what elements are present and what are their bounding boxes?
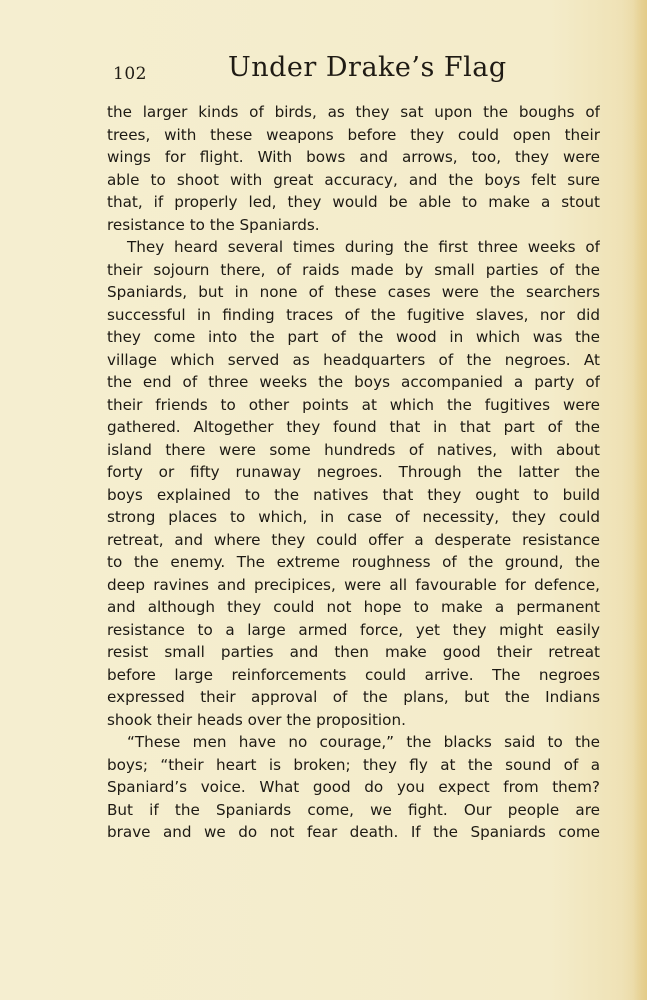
text-line: They heard several times during the first three weeks of	[127, 238, 600, 256]
text-line: Spaniard’s voice. What good do you expect from them?	[107, 778, 600, 796]
text-line: the larger kinds of birds, as they sat upon the boughs of	[107, 103, 600, 121]
text-line: to the enemy. The extreme roughness of the ground, the	[107, 553, 600, 571]
body-text	[107, 101, 600, 844]
page-number: 102	[113, 64, 147, 84]
text-line: But if the Spaniards come, we fight. Our people are	[107, 800, 600, 819]
running-title: Under Drake’s Flag	[228, 52, 507, 83]
text-line: retreat, and where they could offer a desperate resistance	[107, 530, 600, 549]
text-line: “These men have no courage,” the blacks said to the	[127, 733, 600, 751]
text-line: boys explained to the natives that they ought to build	[107, 485, 600, 504]
text-line: able to shoot with great accuracy, and the boys felt sure	[107, 170, 600, 189]
text-line: boys; “their heart is broken; they fly at the sound of a	[107, 755, 600, 774]
text-line: resistance to the Spaniards.	[107, 215, 320, 234]
page-header	[107, 52, 600, 92]
text-line: forty or fifty runaway negroes. Through the latter the	[107, 463, 600, 481]
text-line: resist small parties and then make good their retreat	[107, 643, 600, 661]
text-line: and although they could not hope to make a permanent	[107, 598, 600, 616]
text-line: wings for flight. With bows and arrows, too, they were	[107, 148, 600, 166]
text-line: resistance to a large armed force, yet they might easily	[107, 620, 600, 639]
text-line: successful in finding traces of the fugitive slaves, nor did	[107, 305, 600, 324]
text-line: they come into the part of the wood in which was the	[107, 328, 600, 346]
text-line: gathered. Altogether they found that in that part of the	[107, 418, 600, 436]
text-line: the end of three weeks the boys accompanied a party of	[107, 373, 600, 391]
text-line: strong places to which, in case of necessity, they could	[107, 508, 600, 526]
page-edge-shadow	[633, 0, 647, 1000]
text-line: that, if properly led, they would be able to make a stout	[107, 193, 600, 211]
text-line: Spaniards, but in none of these cases were the searchers	[107, 283, 600, 301]
text-line: brave and we do not fear death. If the Spaniards come	[107, 823, 600, 841]
text-line: deep ravines and precipices, were all favourable for defence,	[107, 575, 600, 594]
text-line: before large reinforcements could arrive. The negroes	[107, 665, 600, 684]
text-line: expressed their approval of the plans, but the Indians	[107, 688, 600, 706]
text-line: village which served as headquarters of the negroes. At	[107, 350, 600, 369]
text-line: shook their heads over the proposition.	[107, 710, 406, 729]
text-line: trees, with these weapons before they could open their	[107, 125, 600, 144]
text-line: island there were some hundreds of natives, with about	[107, 440, 600, 459]
text-line: their sojourn there, of raids made by small parties of the	[107, 260, 600, 279]
text-line: their friends to other points at which the fugitives were	[107, 395, 600, 414]
